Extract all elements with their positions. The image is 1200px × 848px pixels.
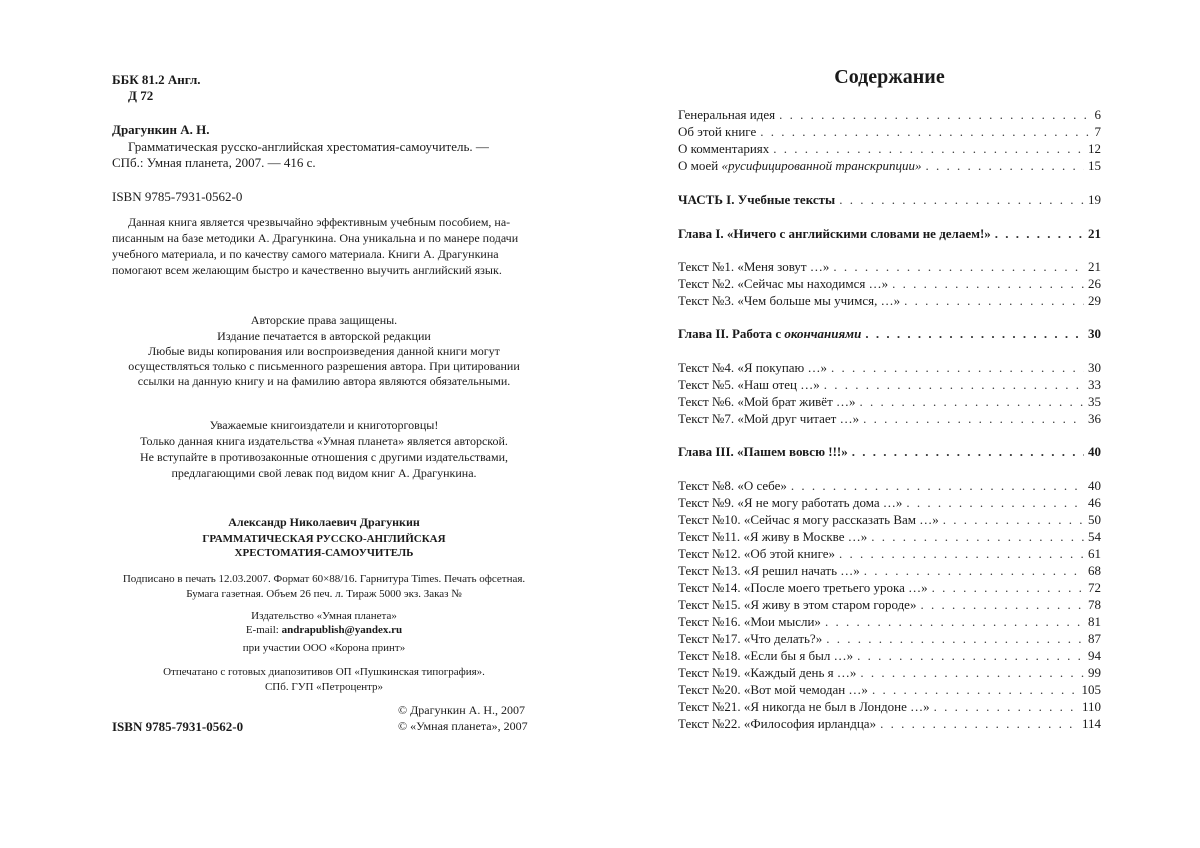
toc-entry	[678, 394, 1101, 410]
toc-page-number: 114	[1081, 716, 1101, 731]
toc-leader-dots	[932, 580, 1084, 596]
toc-page-number: 78	[1088, 597, 1101, 612]
toc-entry-label: Текст №22. «Философия ирландца»	[678, 716, 877, 731]
toc-page-number: 15	[1088, 158, 1101, 173]
toc-entry	[678, 360, 1101, 376]
toc-entry	[678, 546, 1101, 562]
appeal-line-2: Только данная книга издательства «Умная планета» является авторской.	[140, 434, 508, 448]
toc-leader-dots	[831, 360, 1084, 376]
partner: при участии ООО «Корона принт»	[242, 642, 406, 654]
toc-page-number: 87	[1088, 631, 1101, 646]
toc-page-number: 46	[1088, 495, 1101, 510]
toc-page-number: 40	[1088, 444, 1101, 459]
imprint-title-line-2: ХРЕСТОМАТИЯ-САМОУЧИТЕЛЬ	[234, 547, 414, 559]
toc-entry-label: Текст №2. «Сейчас мы находимся …»	[678, 276, 889, 291]
toc-leader-dots	[839, 192, 1084, 208]
toc-entry-label	[678, 158, 922, 174]
toc-entry	[678, 631, 1101, 647]
toc-entry-label-italic: «русифицированной транскрипции»	[721, 158, 922, 173]
toc-entry-label: Текст №1. «Меня зовут …»	[678, 259, 830, 274]
toc-page-number: 50	[1088, 512, 1101, 527]
appeal-line-3: Не вступайте в противозаконные отношения с другими издательствами,	[139, 450, 509, 464]
toc-leader-dots	[825, 614, 1084, 630]
toc-entry	[678, 107, 1101, 123]
toc-leader-dots	[760, 124, 1090, 140]
toc-page-number: 110	[1081, 699, 1101, 714]
annotation-line-3: учебного материала, и по качеству самого материала. Книги А. Драгункина	[112, 247, 499, 261]
toc-entry	[678, 665, 1101, 681]
toc-leader-dots	[926, 158, 1084, 174]
toc-entry	[678, 141, 1101, 157]
toc-entry-label: Текст №17. «Что делать?»	[678, 631, 823, 646]
toc-page-number: 6	[1094, 107, 1101, 122]
toc-entry	[678, 648, 1101, 664]
toc-entry	[678, 563, 1101, 579]
printed-line-1: Отпечатано с готовых диапозитивов ОП «Пушкинская типография».	[163, 666, 485, 678]
annotation-line-2: писанным на базе методики А. Драгункина. Она уникальна и по манере подачи	[112, 231, 519, 245]
toc-entry-label: Генеральная идея	[678, 107, 776, 122]
toc-entry-label: ЧАСТЬ I. Учебные тексты	[678, 192, 836, 207]
toc-leader-dots	[773, 141, 1084, 157]
toc-page-number: 19	[1088, 192, 1101, 207]
toc-leader-dots	[934, 699, 1078, 715]
toc-entry	[678, 512, 1101, 528]
toc-leader-dots	[860, 665, 1084, 681]
toc-leader-dots	[860, 394, 1084, 410]
toc-entry	[678, 495, 1101, 511]
isbn-top: ISBN 9785-7931-0562-0	[112, 189, 243, 204]
toc-leader-dots	[871, 529, 1084, 545]
toc-part	[678, 192, 1101, 208]
appeal-line-4: предлагающими свой левак под видом книг А. Драгункина.	[171, 466, 477, 480]
toc-entry	[678, 158, 1101, 174]
toc-entry-label: Текст №18. «Если бы я был …»	[678, 648, 854, 663]
toc-entry	[678, 580, 1101, 596]
toc-leader-dots	[863, 411, 1084, 427]
toc-entry-label: Текст №13. «Я решил начать …»	[678, 563, 860, 578]
rights-line-1: Авторские права защищены.	[250, 313, 398, 327]
toc-chapter	[678, 326, 1101, 342]
print-info-line-2: Бумага газетная. Объем 26 печ. л. Тираж 5000 экз. Заказ №	[186, 588, 462, 600]
toc-entry	[678, 478, 1101, 494]
toc-entry-label: О комментариях	[678, 141, 770, 156]
bbk-code: ББК 81.2 Англ.	[112, 72, 201, 87]
toc-entry-label-plain: Глава II. Работа с	[678, 326, 785, 341]
toc-page-number: 99	[1088, 665, 1101, 680]
imprint-title-line-1: ГРАММАТИЧЕСКАЯ РУССКО-АНГЛИЙСКАЯ	[202, 533, 446, 545]
toc-page-number: 30	[1088, 326, 1101, 341]
toc-entry-label: Текст №14. «После моего третьего урока …»	[678, 580, 928, 595]
copyright-author: © Драгункин А. Н., 2007	[398, 703, 525, 717]
toc-leader-dots	[865, 326, 1084, 342]
appeal-line-1: Уважаемые книгоиздатели и книготорговцы!	[209, 418, 439, 432]
publisher: Издательство «Умная планета»	[251, 610, 397, 622]
toc-chapter	[678, 226, 1101, 242]
email-label: E-mail:	[245, 624, 282, 636]
email-line	[112, 624, 536, 636]
print-info-line-1: Подписано в печать 12.03.2007. Формат 60×88/16. Гарнитура Times. Печать офсетная.	[122, 573, 526, 585]
toc-entry-label: Текст №3. «Чем больше мы учимся, …»	[678, 293, 901, 308]
toc-page-number: 29	[1088, 293, 1101, 308]
toc-leader-dots	[892, 276, 1084, 292]
rights-line-3: Любые виды копирования или воспроизведения данной книги могут	[148, 344, 500, 358]
toc-page-number: 81	[1088, 614, 1101, 629]
toc-leader-dots	[839, 546, 1084, 562]
email-address: andrapublish@yandex.ru	[281, 624, 403, 636]
toc-leader-dots	[943, 512, 1084, 528]
annotation-line-4: помогают всем желающим быстро и качественно выучить английский язык.	[112, 263, 502, 277]
toc-entry-label: Текст №10. «Сейчас я могу рассказать Вам …»	[678, 512, 939, 527]
author-name: Драгункин А. Н.	[112, 122, 210, 137]
toc-page-number: 7	[1094, 124, 1101, 139]
toc-entry	[678, 293, 1101, 309]
toc-entry-label: Текст №7. «Мой друг читает …»	[678, 411, 860, 426]
rights-line-5: ссылки на данную книгу и на фамилию автора являются обязательными.	[137, 374, 511, 388]
bib-title-line-1: Грамматическая русско-английская хрестоматия-самоучитель. —	[128, 139, 489, 154]
toc-page-number: 72	[1088, 580, 1101, 595]
copyright-publisher: © «Умная планета», 2007	[398, 719, 528, 733]
toc-entry	[678, 377, 1101, 393]
toc-page-number: 68	[1088, 563, 1101, 578]
toc-entry-label: Текст №6. «Мой брат живёт …»	[678, 394, 856, 409]
toc-leader-dots	[906, 495, 1084, 511]
printed-line-2: СПб. ГУП «Петроцентр»	[264, 681, 384, 693]
toc-entry-label: Текст №8. «О себе»	[678, 478, 787, 493]
isbn-bottom: ISBN 9785-7931-0562-0	[112, 719, 244, 734]
toc-leader-dots	[852, 444, 1084, 460]
toc-entry-label: Текст №16. «Мои мысли»	[678, 614, 821, 629]
toc-leader-dots	[791, 478, 1084, 494]
toc-entry	[678, 682, 1101, 698]
toc-page-number: 35	[1088, 394, 1101, 409]
toc-leader-dots	[864, 563, 1084, 579]
toc-page-number: 36	[1088, 411, 1101, 426]
toc-leader-dots	[824, 377, 1084, 393]
toc-entry-label: Глава I. «Ничего с английскими словами не делаем!»	[678, 226, 991, 241]
toc-leader-dots	[833, 259, 1084, 275]
toc-entry	[678, 276, 1101, 292]
toc-entry	[678, 529, 1101, 545]
toc-page-number: 54	[1088, 529, 1101, 544]
toc-entry-label: Текст №19. «Каждый день я …»	[678, 665, 857, 680]
toc-leader-dots	[779, 107, 1090, 123]
toc-entry-label: Глава III. «Пашем вовсю !!!»	[678, 444, 848, 459]
toc-entry-label: Текст №20. «Вот мой чемодан …»	[678, 682, 868, 697]
toc-entry-label: Об этой книге	[678, 124, 757, 139]
toc-entry-label: Текст №21. «Я никогда не был в Лондоне …»	[678, 699, 930, 714]
rights-line-4: осуществляться только с письменного разрешения автора. При цитировании	[128, 359, 520, 373]
toc-chapter	[678, 444, 1101, 460]
toc-page-number: 105	[1081, 682, 1101, 697]
toc-leader-dots	[920, 597, 1084, 613]
toc-entry-label: Текст №4. «Я покупаю …»	[678, 360, 828, 375]
toc-page-number: 26	[1088, 276, 1101, 291]
toc-leader-dots	[904, 293, 1084, 309]
toc-page-number: 21	[1088, 259, 1101, 274]
toc-leader-dots	[826, 631, 1084, 647]
toc-entry-label: Текст №9. «Я не могу работать дома …»	[678, 495, 903, 510]
toc-entry-label	[678, 326, 861, 342]
toc-entry-label: Текст №12. «Об этой книге»	[678, 546, 836, 561]
toc-page-number: 40	[1088, 478, 1101, 493]
toc-leader-dots	[995, 226, 1084, 242]
author-mark: Д 72	[128, 88, 154, 103]
toc-entry	[678, 699, 1101, 715]
toc-entry	[678, 716, 1101, 732]
toc-entry	[678, 259, 1101, 275]
rights-line-2: Издание печатается в авторской редакции	[217, 329, 431, 343]
toc-entry-label: Текст №5. «Наш отец …»	[678, 377, 820, 392]
toc-leader-dots	[872, 682, 1078, 698]
toc-entry	[678, 597, 1101, 613]
toc-page-number: 21	[1088, 226, 1101, 241]
toc-page-number: 61	[1088, 546, 1101, 561]
toc-page-number: 12	[1088, 141, 1101, 156]
toc-entry	[678, 124, 1101, 140]
toc-leader-dots	[857, 648, 1084, 664]
bib-title-line-2: СПб.: Умная планета, 2007. — 416 с.	[112, 155, 316, 170]
toc-leader-dots	[880, 716, 1078, 732]
toc-entry-label-plain: О моей	[678, 158, 722, 173]
toc-page-number: 33	[1088, 377, 1101, 392]
toc-heading: Содержание	[834, 66, 945, 88]
toc-entry-label: Текст №15. «Я живу в этом старом городе»	[678, 597, 917, 612]
toc-entry	[678, 411, 1101, 427]
imprint-author: Александр Николаевич Драгункин	[228, 515, 420, 529]
toc-page-number: 30	[1088, 360, 1101, 375]
toc-entry-label-italic: окончаниями	[784, 326, 862, 341]
toc-entry	[678, 614, 1101, 630]
annotation-line-1: Данная книга является чрезвычайно эффективным учебным пособием, на-	[128, 215, 511, 229]
toc-page-number: 94	[1088, 648, 1101, 663]
toc-entry-label: Текст №11. «Я живу в Москве …»	[678, 529, 868, 544]
right-page	[600, 0, 1200, 848]
